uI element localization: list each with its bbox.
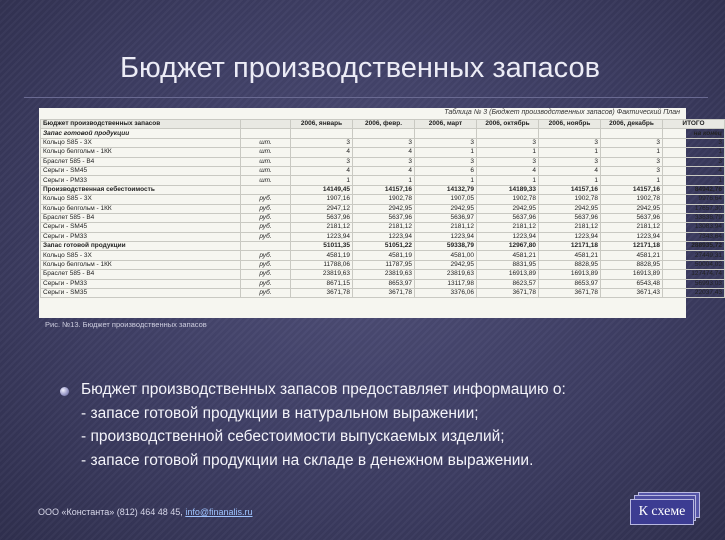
- table-cell: Серьги - SM35: [41, 289, 241, 298]
- table-cell: [415, 129, 477, 138]
- table-cell: 4: [291, 148, 353, 157]
- table-cell: 23819,63: [291, 270, 353, 279]
- table-cell: 11788,06: [291, 260, 353, 269]
- table-cell: 8653,97: [539, 279, 601, 288]
- table-cell: 2942,95: [601, 204, 663, 213]
- table-cell: 22037,43: [663, 289, 725, 298]
- table-cell: руб.: [241, 289, 291, 298]
- table-cell: руб.: [241, 270, 291, 279]
- table-cell: 4: [663, 166, 725, 175]
- table-cell: [241, 185, 291, 194]
- table-cell: 6: [415, 166, 477, 175]
- table-cell: 288935,72: [663, 242, 725, 251]
- table-cell: Кольцо белгольм - 1КК: [41, 260, 241, 269]
- table-row: [41, 270, 725, 279]
- table-cell: Браслет 585 - В4: [41, 213, 241, 222]
- table-cell: 1: [353, 176, 415, 185]
- table-header-cell: 2006, ноябрь: [539, 120, 601, 129]
- table-cell: Серьги - РМ33: [41, 279, 241, 288]
- table-cell: [601, 129, 663, 138]
- table-cell: Кольцо белгольм - 1КК: [41, 204, 241, 213]
- table-cell: 4581,21: [601, 251, 663, 260]
- title-divider: [24, 97, 708, 98]
- table-header-row: [41, 120, 725, 129]
- table-cell: 1223,94: [477, 232, 539, 241]
- table-cell: 3376,06: [415, 289, 477, 298]
- table-cell: 1: [601, 148, 663, 157]
- table-row: [41, 213, 725, 222]
- to-scheme-button[interactable]: К схеме: [630, 499, 694, 525]
- table-cell: руб.: [241, 279, 291, 288]
- table-cell: 1: [291, 176, 353, 185]
- footer-company: ООО «Константа» (812) 464 48 45,: [38, 507, 183, 517]
- table-cell: 2947,12: [291, 204, 353, 213]
- table-cell: Серьги - РМ33: [41, 232, 241, 241]
- table-cell: руб.: [241, 204, 291, 213]
- table-cell: 8653,97: [353, 279, 415, 288]
- budget-table: [40, 119, 725, 298]
- table-row: [41, 176, 725, 185]
- table-cell: 3: [415, 138, 477, 147]
- table-cell: 3: [601, 157, 663, 166]
- table-cell: руб.: [241, 213, 291, 222]
- table-cell: 4581,21: [539, 251, 601, 260]
- table-cell: 2181,12: [353, 223, 415, 232]
- table-cell: 2181,12: [601, 223, 663, 232]
- table-cell: руб.: [241, 251, 291, 260]
- table-cell: 23819,63: [353, 270, 415, 279]
- table-row: [41, 260, 725, 269]
- table-cell: 4581,19: [291, 251, 353, 260]
- table-caption: Таблица № 3 (Бюджет производственных запасов) Фактический План: [444, 109, 680, 116]
- table-cell: 27449,31: [663, 251, 725, 260]
- table-cell: Серьги - РМ33: [41, 176, 241, 185]
- table-cell: Серьги - SM45: [41, 166, 241, 175]
- table-cell: 50004,02: [663, 260, 725, 269]
- table-cell: 3: [477, 157, 539, 166]
- table-cell: 5637,96: [477, 213, 539, 222]
- table-cell: 2181,12: [415, 223, 477, 232]
- table-cell: 2942,95: [353, 204, 415, 213]
- table-header-cell: [241, 120, 291, 129]
- table-cell: 5637,96: [291, 213, 353, 222]
- table-cell: 5636,97: [415, 213, 477, 222]
- bullet-line: - производственной себестоимости выпускаемых изделий;: [81, 428, 505, 445]
- table-cell: 14157,16: [353, 185, 415, 194]
- table-cell: 3671,78: [477, 289, 539, 298]
- table-cell: 1: [601, 176, 663, 185]
- table-row: [41, 279, 725, 288]
- table-row: [41, 138, 725, 147]
- table-cell: 3: [477, 138, 539, 147]
- table-cell: 12967,80: [477, 242, 539, 251]
- table-row: [41, 148, 725, 157]
- table-row: [41, 166, 725, 175]
- table-cell: 3: [353, 138, 415, 147]
- figure-caption: Рис. №13. Бюджет производственных запасов: [45, 320, 207, 329]
- table-cell: 8828,95: [539, 260, 601, 269]
- table-cell: 1902,78: [353, 195, 415, 204]
- bullet-text: [81, 378, 566, 472]
- to-scheme-button-wrapper: [630, 492, 700, 524]
- table-header-cell: 2006, март: [415, 120, 477, 129]
- bullet-icon: [60, 387, 69, 396]
- table-cell: 7343,64: [663, 232, 725, 241]
- table-cell: 3: [291, 157, 353, 166]
- table-cell: 23819,63: [415, 270, 477, 279]
- table-cell: Браслет 585 - В4: [41, 157, 241, 166]
- table-cell: 56993,03: [663, 279, 725, 288]
- table-cell: 4581,00: [415, 251, 477, 260]
- table-cell: 14157,16: [539, 185, 601, 194]
- table-cell: Запас готовой продукции: [41, 242, 241, 251]
- table-cell: 9976,64: [663, 195, 725, 204]
- table-cell: 59338,79: [415, 242, 477, 251]
- table-row: [41, 204, 725, 213]
- table-cell: 16913,89: [601, 270, 663, 279]
- table-cell: [241, 242, 291, 251]
- table-cell: 1907,05: [415, 195, 477, 204]
- table-cell: 2181,12: [477, 223, 539, 232]
- table-row: [41, 129, 725, 138]
- table-header-cell: 2006, декабрь: [601, 120, 663, 129]
- table-cell: Серьги - SM45: [41, 223, 241, 232]
- bullet-line: - запасе готовой продукции в натуральном выражении;: [81, 404, 479, 422]
- table-cell: 3: [415, 157, 477, 166]
- table-cell: 16913,89: [539, 270, 601, 279]
- table-cell: 4: [353, 166, 415, 175]
- table-cell: 5637,96: [601, 213, 663, 222]
- table-cell: 14149,45: [291, 185, 353, 194]
- table-cell: 8828,95: [601, 260, 663, 269]
- table-cell: 1907,16: [291, 195, 353, 204]
- table-cell: 1223,94: [539, 232, 601, 241]
- table-cell: 1: [415, 176, 477, 185]
- table-cell: 3671,78: [539, 289, 601, 298]
- table-cell: 3671,43: [601, 289, 663, 298]
- table-cell: 3: [663, 157, 725, 166]
- table-cell: шт.: [241, 176, 291, 185]
- table-cell: 12171,18: [601, 242, 663, 251]
- table-row: [41, 195, 725, 204]
- table-cell: 2942,95: [415, 204, 477, 213]
- table-cell: 1223,94: [353, 232, 415, 241]
- table-cell: 51011,35: [291, 242, 353, 251]
- table-cell: Кольцо S85 - 3Х: [41, 138, 241, 147]
- table-cell: 3: [539, 157, 601, 166]
- table-cell: 1902,78: [601, 195, 663, 204]
- table-cell: 1: [539, 148, 601, 157]
- table-cell: 4581,21: [477, 251, 539, 260]
- table-cell: 17657,30: [663, 204, 725, 213]
- table-cell: [241, 129, 291, 138]
- table-row: [41, 251, 725, 260]
- table-cell: Кольцо S85 - 3Х: [41, 251, 241, 260]
- table-cell: 3: [601, 166, 663, 175]
- table-cell: 3: [291, 138, 353, 147]
- table-cell: 5637,96: [539, 213, 601, 222]
- table-cell: 3: [601, 138, 663, 147]
- table-cell: [477, 129, 539, 138]
- table-cell: 1902,78: [539, 195, 601, 204]
- table-cell: руб.: [241, 232, 291, 241]
- table-cell: [291, 129, 353, 138]
- table-cell: [353, 129, 415, 138]
- table-cell: 1: [477, 148, 539, 157]
- table-cell: 33838,79: [663, 213, 725, 222]
- table-cell: 3671,78: [353, 289, 415, 298]
- table-cell: 6543,48: [601, 279, 663, 288]
- table-cell: 1: [663, 176, 725, 185]
- table-cell: 1223,94: [415, 232, 477, 241]
- table-cell: 2181,12: [291, 223, 353, 232]
- table-header-cell: 2006, январь: [291, 120, 353, 129]
- footer: [38, 507, 253, 517]
- table-cell: шт.: [241, 148, 291, 157]
- table-cell: Кольцо белгольм - 1КК: [41, 148, 241, 157]
- table-cell: 14157,16: [601, 185, 663, 194]
- table-cell: 8623,57: [477, 279, 539, 288]
- table-cell: Браслет 585 - В4: [41, 270, 241, 279]
- table-cell: Запас готовой продукции: [41, 129, 241, 138]
- footer-email-link[interactable]: info@finanalis.ru: [185, 507, 253, 517]
- table-cell: 4: [539, 166, 601, 175]
- table-cell: 3: [353, 157, 415, 166]
- table-cell: шт.: [241, 166, 291, 175]
- table-cell: 127474,74: [663, 270, 725, 279]
- table-cell: шт.: [241, 138, 291, 147]
- table-cell: 1: [477, 176, 539, 185]
- table-row: [41, 242, 725, 251]
- table-row: [41, 157, 725, 166]
- table-cell: 4: [353, 148, 415, 157]
- table-cell: 12171,18: [539, 242, 601, 251]
- table-cell: 13117,98: [415, 279, 477, 288]
- table-cell: 8831,95: [477, 260, 539, 269]
- table-cell: 51051,22: [353, 242, 415, 251]
- table-row: [41, 223, 725, 232]
- table-cell: 4: [291, 166, 353, 175]
- table-cell: 11787,95: [353, 260, 415, 269]
- table-cell: 1: [663, 148, 725, 157]
- bullet-line: Бюджет производственных запасов предоставляет информацию о:: [81, 381, 566, 398]
- table-cell: 13083,94: [663, 223, 725, 232]
- table-row: [41, 185, 725, 194]
- table-cell: 8671,15: [291, 279, 353, 288]
- table-cell: 16913,89: [477, 270, 539, 279]
- table-cell: руб.: [241, 223, 291, 232]
- table-cell: 2181,12: [539, 223, 601, 232]
- table-cell: 1: [539, 176, 601, 185]
- slide-title: Бюджет производственных запасов: [120, 52, 600, 84]
- table-cell: 3671,78: [291, 289, 353, 298]
- table-cell: 4581,19: [353, 251, 415, 260]
- table-cell: [539, 129, 601, 138]
- table-header-cell: Бюджет производственных запасов: [41, 120, 241, 129]
- table-cell: руб.: [241, 260, 291, 269]
- table-cell: 2942,95: [539, 204, 601, 213]
- table-cell: руб.: [241, 195, 291, 204]
- table-cell: 14189,33: [477, 185, 539, 194]
- table-header-cell: ИТОГО: [663, 120, 725, 129]
- table-cell: шт.: [241, 157, 291, 166]
- table-cell: 3: [539, 138, 601, 147]
- table-row: [41, 289, 725, 298]
- table-cell: 3: [663, 138, 725, 147]
- table-cell: Производственная себестоимость: [41, 185, 241, 194]
- table-cell: 2942,95: [415, 260, 477, 269]
- table-cell: 4: [477, 166, 539, 175]
- table-cell: 84942,76: [663, 185, 725, 194]
- table-cell: 1223,94: [291, 232, 353, 241]
- table-cell: 14132,79: [415, 185, 477, 194]
- table-row: [41, 232, 725, 241]
- table-cell: 2942,95: [477, 204, 539, 213]
- table-header-cell: 2006, октябрь: [477, 120, 539, 129]
- budget-table-image: [39, 108, 722, 318]
- table-cell: на конец: [663, 129, 725, 138]
- table-cell: 1: [415, 148, 477, 157]
- table-cell: Кольцо S85 - 3Х: [41, 195, 241, 204]
- bullet-line: - запасе готовой продукции на складе в денежном выражении.: [81, 451, 534, 469]
- table-cell: 1223,94: [601, 232, 663, 241]
- table-header-cell: 2006, февр.: [353, 120, 415, 129]
- table-cell: 1902,78: [477, 195, 539, 204]
- table-cell: 5637,96: [353, 213, 415, 222]
